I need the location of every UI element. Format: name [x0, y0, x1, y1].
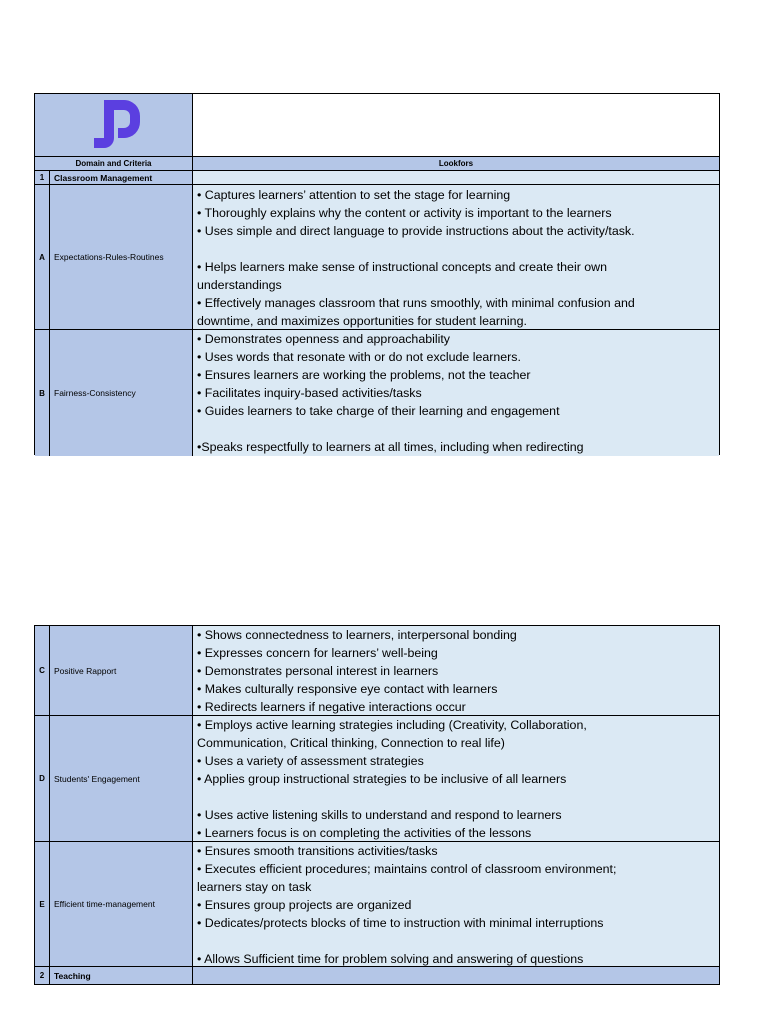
lookfor-line: downtime, and maximizes opportunities for student learning.: [197, 314, 527, 328]
section-title: Teaching: [50, 967, 193, 984]
logo-row: [35, 94, 719, 157]
rubric-table-part-2: [34, 625, 720, 985]
criterion-name: Efficient time-management: [50, 842, 193, 966]
section-lookfors-blank: [193, 967, 719, 984]
lookfor-line: • Applies group instructional strategies to be inclusive of all learners: [197, 772, 567, 786]
section-row-1: [35, 171, 719, 185]
lookfor-line: • Uses words that resonate with or do not exclude learners.: [197, 350, 521, 364]
section-number: 1: [35, 171, 50, 184]
section-row-2: [35, 967, 719, 984]
criterion-letter: B: [35, 330, 50, 456]
lookfor-line: • Redirects learners if negative interactions occur: [197, 700, 466, 714]
criterion-lookfors: [193, 626, 719, 715]
brand-logo-icon: [90, 98, 146, 150]
lookfor-line: • Ensures group projects are organized: [197, 898, 412, 912]
lookfor-line: • Shows connectedness to learners, interpersonal bonding: [197, 628, 517, 642]
criterion-row-c: [35, 626, 719, 716]
lookfor-line: understandings: [197, 278, 282, 292]
header-row: [35, 157, 719, 171]
blank-line: [197, 240, 715, 258]
lookfor-line: • Employs active learning strategies including (Creativity, Collaboration,: [197, 718, 587, 732]
lookfor-line: • Expresses concern for learners’ well-being: [197, 646, 438, 660]
section-title: Classroom Management: [50, 171, 193, 184]
lookfor-line: • Captures learners’ attention to set the stage for learning: [197, 188, 511, 202]
section-lookfors-blank: [193, 171, 719, 184]
criterion-row-e: [35, 842, 719, 967]
lookfor-line: learners stay on task: [197, 880, 312, 894]
criterion-name: Positive Rapport: [50, 626, 193, 715]
criterion-name: Students' Engagement: [50, 716, 193, 841]
blank-line: [197, 420, 715, 438]
lookfor-line: • Uses a variety of assessment strategies: [197, 754, 424, 768]
section-number: 2: [35, 967, 50, 984]
lookfor-line: • Uses active listening skills to understand and respond to learners: [197, 808, 562, 822]
logo-blank-cell: [193, 94, 719, 156]
lookfor-line: • Demonstrates personal interest in learners: [197, 664, 439, 678]
lookfor-line: • Executes efficient procedures; maintains control of classroom environment;: [197, 862, 617, 876]
blank-line: [197, 932, 715, 950]
lookfor-line: • Ensures smooth transitions activities/tasks: [197, 844, 438, 858]
logo-cell: [35, 94, 193, 156]
criterion-row-d: [35, 716, 719, 842]
lookfor-line: • Effectively manages classroom that runs smoothly, with minimal confusion and: [197, 296, 635, 310]
lookfor-line: • Dedicates/protects blocks of time to instruction with minimal interruptions: [197, 916, 604, 930]
lookfor-line: • Allows Sufficient time for problem solving and answering of questions: [197, 952, 584, 966]
criterion-letter: A: [35, 185, 50, 329]
criterion-letter: D: [35, 716, 50, 841]
lookfor-line: • Helps learners make sense of instructional concepts and create their own: [197, 260, 607, 274]
lookfor-line: Communication, Critical thinking, Connection to real life): [197, 736, 505, 750]
criterion-letter: E: [35, 842, 50, 966]
criterion-row-b: [35, 330, 719, 456]
lookfor-line: • Guides learners to take charge of their learning and engagement: [197, 404, 560, 418]
lookfor-line: • Learners focus is on completing the activities of the lessons: [197, 826, 532, 840]
lookfor-line: • Ensures learners are working the problems, not the teacher: [197, 368, 531, 382]
criterion-row-a: [35, 185, 719, 330]
domain-header: Domain and Criteria: [35, 157, 193, 170]
lookfor-line: • Thoroughly explains why the content or activity is important to the learners: [197, 206, 612, 220]
blank-line: [197, 788, 715, 806]
lookfor-line: • Demonstrates openness and approachability: [197, 332, 450, 346]
rubric-table-part-1: [34, 93, 720, 455]
criterion-lookfors: [193, 842, 719, 966]
criterion-name: Expectations-Rules-Routines: [50, 185, 193, 329]
lookfor-line: • Facilitates inquiry-based activities/tasks: [197, 386, 422, 400]
criterion-lookfors: [193, 330, 719, 456]
criterion-lookfors: [193, 716, 719, 841]
lookfor-line: •Speaks respectfully to learners at all times, including when redirecting: [197, 440, 584, 454]
lookfor-line: • Makes culturally responsive eye contact with learners: [197, 682, 498, 696]
criterion-name: Fairness-Consistency: [50, 330, 193, 456]
lookfors-header: Lookfors: [193, 157, 719, 170]
criterion-letter: C: [35, 626, 50, 715]
lookfor-line: • Uses simple and direct language to provide instructions about the activity/task.: [197, 224, 635, 238]
criterion-lookfors: [193, 185, 719, 329]
